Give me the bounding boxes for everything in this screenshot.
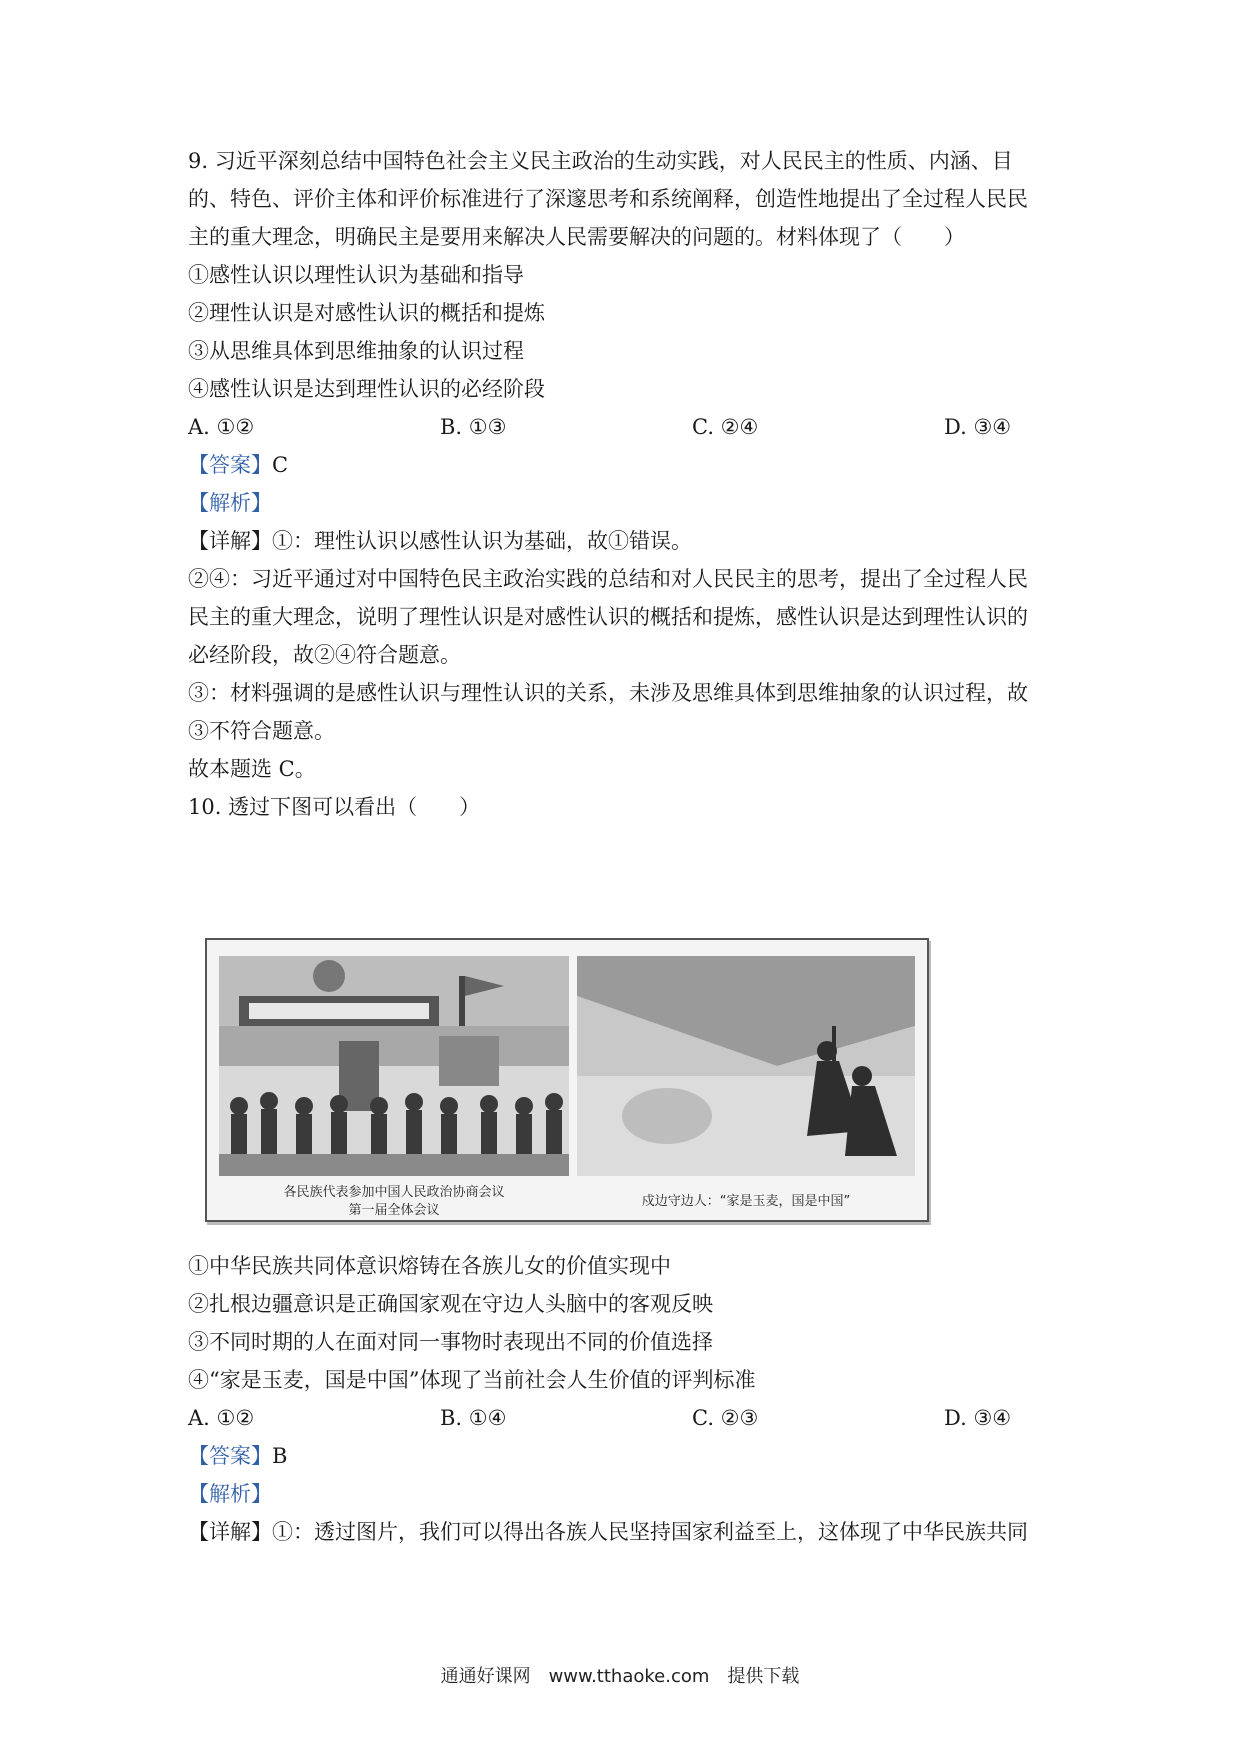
q9-item-1: ①感性认识以理性认识为基础和指导 bbox=[188, 263, 524, 287]
q9-answer-line bbox=[188, 450, 1058, 480]
assembly-photo bbox=[219, 956, 569, 1176]
q10-figure bbox=[205, 938, 929, 1222]
q9-detail-line-3: 民主的重大理念，说明了理性认识是对感性认识的概括和提炼，感性认识是达到理性认识的 bbox=[188, 605, 1028, 629]
detail-tag: 【详解】 bbox=[188, 529, 272, 553]
q9-detail-line-5: ③：材料强调的是感性认识与理性认识的关系，未涉及思维具体到思维抽象的认识过程，故 bbox=[188, 681, 1028, 705]
q9-detail-line-2: ②④：习近平通过对中国特色民主政治实践的总结和对人民民主的思考，提出了全过程人民 bbox=[188, 567, 1028, 591]
q9-option-b: B. ①③ bbox=[440, 415, 507, 439]
q9-item-4: ④感性认识是达到理性认识的必经阶段 bbox=[188, 377, 545, 401]
q10-options bbox=[188, 1403, 1058, 1433]
q9-detail-line-1 bbox=[188, 526, 1058, 556]
q10-item-2: ②扎根边疆意识是正确国家观在守边人头脑中的客观反映 bbox=[188, 1292, 713, 1316]
q9-option-d: D. ③④ bbox=[944, 415, 1012, 439]
analysis-tag: 【解析】 bbox=[188, 1482, 272, 1506]
q9-analysis-line bbox=[188, 488, 1058, 518]
answer-tag: 【答案】 bbox=[188, 1444, 272, 1468]
q9-detail-line-6: ③不符合题意。 bbox=[188, 719, 335, 743]
q9-item-2: ②理性认识是对感性认识的概括和提炼 bbox=[188, 301, 545, 325]
q10-option-b: B. ①④ bbox=[440, 1406, 507, 1430]
page-footer: 通通好课网 www.tthaoke.com 提供下载 bbox=[440, 1666, 800, 1687]
q9-stem-line-2: 的、特色、评价主体和评价标准进行了深邃思考和系统阐释，创造性地提出了全过程人民民 bbox=[188, 187, 1028, 211]
q10-option-d: D. ③④ bbox=[944, 1406, 1012, 1430]
q9-stem-line-3: 主的重大理念，明确民主是要用来解决人民需要解决的问题的。材料体现了（ ） bbox=[188, 225, 965, 249]
q10-stem: 10. 透过下图可以看出（ ） bbox=[188, 795, 481, 819]
q9-detail-line-7: 故本题选 C。 bbox=[188, 757, 316, 781]
q10-answer: B bbox=[272, 1444, 288, 1468]
q10-detail-text-1: ①：透过图片，我们可以得出各族人民坚持国家利益至上，这体现了中华民族共同 bbox=[272, 1520, 1028, 1544]
q10-detail-line-1 bbox=[188, 1517, 1058, 1547]
assembly-caption-line-1: 各民族代表参加中国人民政治协商会议 bbox=[283, 1185, 505, 1200]
q10-item-1: ①中华民族共同体意识熔铸在各族儿女的价值实现中 bbox=[188, 1254, 671, 1278]
border-guard-caption: 戍边守边人：“家是玉麦，国是中国” bbox=[641, 1194, 851, 1209]
q9-detail-text-1: ①：理性认识以感性认识为基础，故①错误。 bbox=[272, 529, 692, 553]
q10-item-3: ③不同时期的人在面对同一事物时表现出不同的价值选择 bbox=[188, 1330, 713, 1354]
q10-item-4: ④“家是玉麦，国是中国”体现了当前社会人生价值的评判标准 bbox=[188, 1368, 756, 1392]
q9-answer: C bbox=[272, 453, 289, 477]
border-guard-photo bbox=[577, 956, 915, 1176]
q9-option-a: A. ①② bbox=[188, 415, 255, 439]
answer-tag: 【答案】 bbox=[188, 453, 272, 477]
q10-analysis-line bbox=[188, 1479, 1058, 1509]
assembly-caption bbox=[219, 1184, 569, 1220]
q10-answer-line bbox=[188, 1441, 1058, 1471]
q9-item-3: ③从思维具体到思维抽象的认识过程 bbox=[188, 339, 524, 363]
q9-stem-line-1: 9. 习近平深刻总结中国特色社会主义民主政治的生动实践，对人民民主的性质、内涵、目 bbox=[188, 149, 1013, 173]
q10-option-a: A. ①② bbox=[188, 1406, 255, 1430]
q9-detail-line-4: 必经阶段，故②④符合题意。 bbox=[188, 643, 461, 667]
q9-option-c: C. ②④ bbox=[692, 415, 759, 439]
analysis-tag: 【解析】 bbox=[188, 491, 272, 515]
q10-option-c: C. ②③ bbox=[692, 1406, 759, 1430]
assembly-caption-line-2: 第一届全体会议 bbox=[348, 1203, 440, 1218]
detail-tag: 【详解】 bbox=[188, 1520, 272, 1544]
q9-options bbox=[188, 412, 1058, 442]
